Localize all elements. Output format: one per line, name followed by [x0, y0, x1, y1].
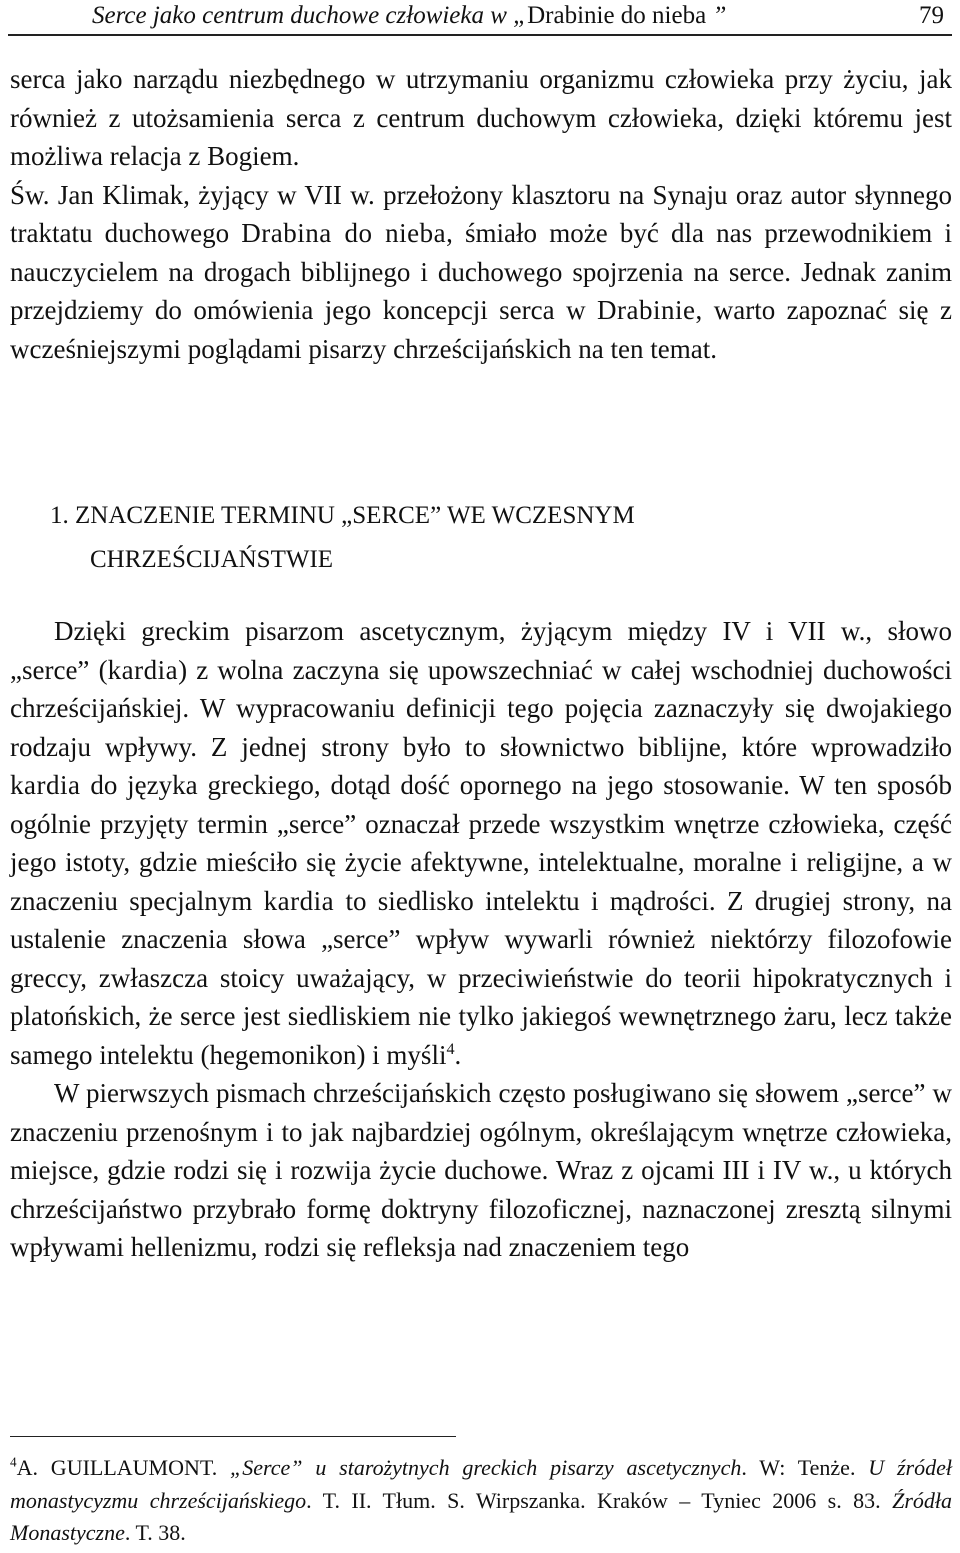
running-title-upright: Drabinie do nieba — [527, 2, 707, 29]
running-title — [92, 0, 726, 32]
footnote-number: 4 — [10, 1454, 17, 1470]
term-hegemonikon: hegemonikon — [209, 1039, 357, 1070]
book-title-drabina: Drabina do nieba — [241, 218, 447, 248]
intro-paragraph-2 — [10, 176, 952, 369]
text-run: Św. Jan Klimak, żyjący w VII w. przełożony klasztoru na Synaju oraz autor słynnego traktatu duchowego — [10, 179, 952, 248]
section-paragraph-1 — [10, 612, 952, 1074]
footnote-ref[interactable]: 4 — [446, 1039, 455, 1058]
running-title-italic: Serce jako centrum duchowe człowieka w „ — [92, 2, 528, 29]
text-run: do języka greckiego, dotąd dość opornego na jego stosowanie. W ten sposób ogólnie przyjęty termin „serce” oznaczał przede wszystkim wnętrze człowieka, część jego istoty, gdzie mieściło się życie afektywne, intelektualne, moralne i religijne, a w znaczeniu specjalnym — [10, 770, 952, 916]
section-heading-line1: 1. ZNACZENIE TERMINU „SERCE” WE WCZESNYM — [50, 502, 635, 529]
section-heading-line2: CHRZEŚCIJAŃSTWIE — [90, 546, 334, 573]
text-run: . — [454, 1039, 462, 1070]
text-run: . T. 38. — [124, 1520, 186, 1545]
book-title-drabinie: Drabinie — [597, 295, 696, 325]
running-head — [8, 0, 952, 36]
footnote-article-title: „Serce” u starożytnych greckich pisarzy ascetycznych — [217, 1455, 742, 1480]
section-paragraph-2: W pierwszych pismach chrześcijańskich często posługiwano się słowem „serce” w znaczeniu przenośnym i to jak najbardziej ogólnym, określającym wnętrze człowieka, miejsce, gdzie rodzi się i rozwija życie duchowe. Wraz z ojcami III i IV w., u których chrześcijaństwo przybrało formę doktryny filozoficznej, naznaczonej zresztą silnymi wpływami hellenizmu, rodzi się refleksja nad znaczeniem tego — [10, 1078, 952, 1262]
running-title-close: ” — [706, 2, 727, 29]
page-number: 79 — [919, 2, 944, 29]
footnote-book-title: U źródeł monastycyzmu chrześcijańskiego — [10, 1455, 952, 1513]
footnotes — [10, 1452, 952, 1550]
text-run: Dzięki greckim pisarzom ascetycznym, żyjącym między IV i VII w., słowo „serce” ( — [10, 616, 952, 685]
text-run: ) i myśli — [356, 1039, 447, 1070]
text-run: . W: Tenże. — [741, 1455, 869, 1480]
footnote-author: A. GUILLAUMONT. — [16, 1455, 218, 1480]
text-run: . T. II. Tłum. S. Wirpszanka. Kraków – Tyniec 2006 s. 83. — [306, 1487, 893, 1513]
term-kardia: kardia — [107, 654, 179, 685]
term-kardia: kardia — [10, 770, 81, 800]
intro-text — [10, 60, 952, 368]
text-run: ) z wolna zaczyna się upowszechniać w całej wschodniej duchowości chrześcijańskiej. W wypracowaniu definicji tego pojęcia zaznaczyły się dwojakiego rodzaju wpływy. Z jednej strony było to słownictwo biblijne, które wprowadziło — [10, 654, 952, 762]
section-heading — [50, 494, 930, 582]
intro-paragraph: serca jako narządu niezbędnego w utrzymaniu organizmu człowieka przy życiu, jak również z utożsamienia serca z centrum duchowym człowieka, dzięki któremu jest możliwa relacja z Bogiem. — [10, 64, 952, 171]
footnote-rule — [10, 1436, 456, 1437]
text-run: , warto zapoznać się z wcześniejszymi poglądami pisarzy chrześcijańskich na ten temat. — [10, 295, 952, 364]
footnote-4 — [10, 1452, 952, 1550]
text-run: to siedlisko intelektu i mądrości. Z drugiej strony, na ustalenie znaczenia słowa „serce” wpływ wywarli również niektórzy filozofowie greccy, zwłaszcza stoicy uważający, w przeciwieństwie do teorii hipokratycznych i platońskich, że serce jest siedliskiem nie tylko jakiegoś wewnętrznego żaru, lecz także samego intelektu ( — [10, 885, 952, 1070]
text-run: , śmiało może być dla nas przewodnikiem i nauczycielem na drogach biblijnego i duchowego spojrzenia na serce. Jednak zanim przejdziemy do omówienia jego koncepcji serca w — [10, 218, 952, 325]
section-text — [10, 612, 952, 1267]
term-kardia: kardia — [263, 885, 335, 916]
footnote-series: Źródła Monastyczne — [10, 1487, 952, 1545]
